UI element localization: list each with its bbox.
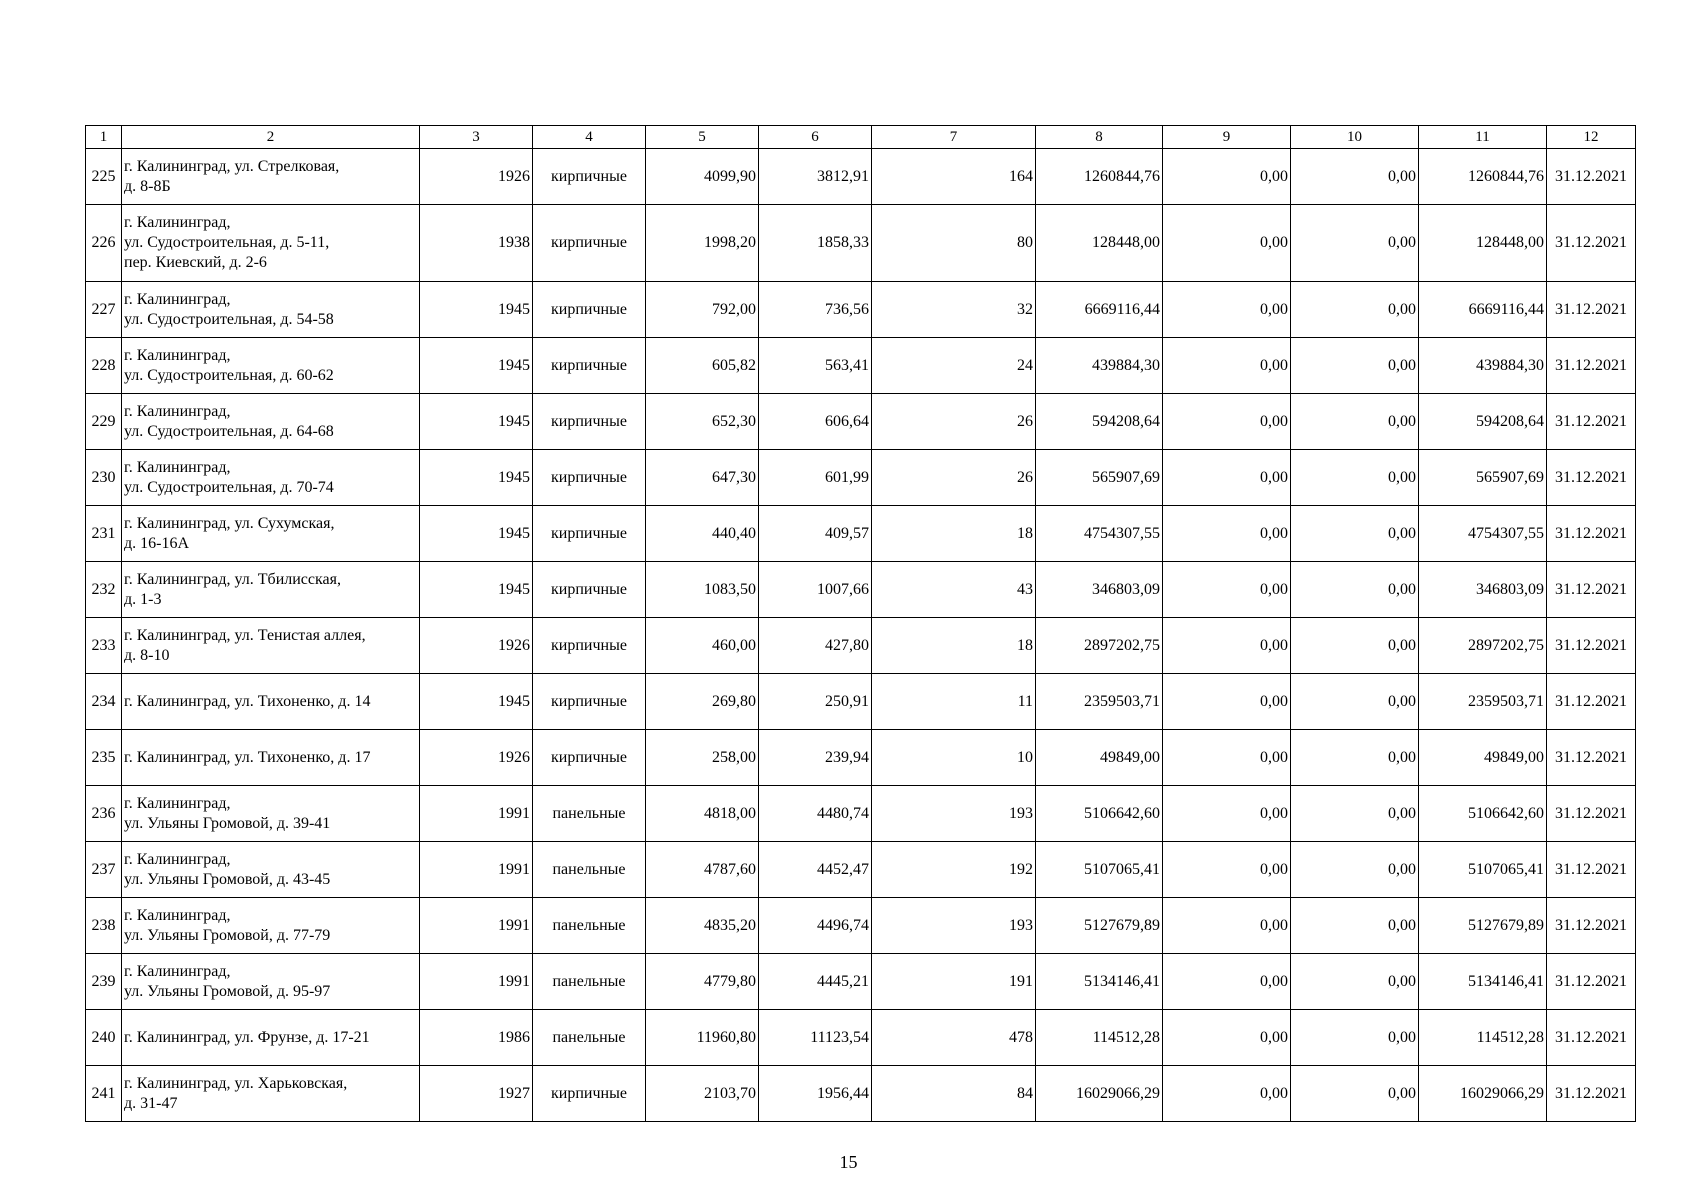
residents-count-cell: 24 [872, 338, 1036, 394]
total-cost-cell: 2897202,75 [1036, 618, 1163, 674]
funding-col10-cell: 0,00 [1291, 506, 1419, 562]
funding-col10-cell: 0,00 [1291, 1010, 1419, 1066]
total-cost-cell: 346803,09 [1036, 562, 1163, 618]
address-line: г. Калининград, ул. Харьковская, [124, 1074, 348, 1092]
total-area-cell: 4835,20 [646, 898, 759, 954]
total-cost-cell: 114512,28 [1036, 1010, 1163, 1066]
total-area-cell: 4818,00 [646, 786, 759, 842]
funding-col9-cell: 0,00 [1163, 562, 1291, 618]
funding-col9-cell: 0,00 [1163, 786, 1291, 842]
funding-col11-cell: 2359503,71 [1419, 674, 1547, 730]
table-row [86, 205, 1636, 282]
residents-count-cell: 192 [872, 842, 1036, 898]
table-row [86, 618, 1636, 674]
funding-col10-cell: 0,00 [1291, 786, 1419, 842]
total-area-cell: 4787,60 [646, 842, 759, 898]
address-line: ул. Ульяны Громовой, д. 77-79 [124, 926, 331, 944]
completion-date-cell: 31.12.2021 [1547, 282, 1636, 338]
address-cell [122, 205, 420, 282]
total-cost-cell: 2359503,71 [1036, 674, 1163, 730]
address-cell [122, 674, 420, 730]
residential-area-cell: 563,41 [759, 338, 872, 394]
total-area-cell: 258,00 [646, 730, 759, 786]
address-line: г. Калининград, [124, 962, 231, 980]
column-number-header: 4 [533, 126, 646, 149]
column-number-header: 8 [1036, 126, 1163, 149]
residents-count-cell: 11 [872, 674, 1036, 730]
row-number-cell: 235 [86, 730, 122, 786]
completion-date-cell: 31.12.2021 [1547, 954, 1636, 1010]
table-row [86, 730, 1636, 786]
address-line: д. 8-8Б [124, 177, 171, 195]
row-number-cell: 226 [86, 205, 122, 282]
year-built-cell: 1986 [420, 1010, 533, 1066]
address-line: г. Калининград, [124, 906, 231, 924]
residents-count-cell: 18 [872, 618, 1036, 674]
row-number-cell: 229 [86, 394, 122, 450]
funding-col10-cell: 0,00 [1291, 338, 1419, 394]
column-number-header: 9 [1163, 126, 1291, 149]
residential-area-cell: 1956,44 [759, 1066, 872, 1122]
column-number-header: 11 [1419, 126, 1547, 149]
residents-count-cell: 191 [872, 954, 1036, 1010]
completion-date-cell: 31.12.2021 [1547, 674, 1636, 730]
funding-col11-cell: 346803,09 [1419, 562, 1547, 618]
residents-count-cell: 10 [872, 730, 1036, 786]
residents-count-cell: 32 [872, 282, 1036, 338]
completion-date-cell: 31.12.2021 [1547, 562, 1636, 618]
year-built-cell: 1945 [420, 338, 533, 394]
total-cost-cell: 5107065,41 [1036, 842, 1163, 898]
funding-col11-cell: 128448,00 [1419, 205, 1547, 282]
funding-col9-cell: 0,00 [1163, 730, 1291, 786]
address-line: г. Калининград, ул. Тихоненко, д. 17 [124, 748, 371, 766]
residents-count-cell: 193 [872, 898, 1036, 954]
funding-col10-cell: 0,00 [1291, 674, 1419, 730]
address-cell [122, 1010, 420, 1066]
wall-material-cell: панельные [533, 954, 646, 1010]
funding-col10-cell: 0,00 [1291, 282, 1419, 338]
funding-col10-cell: 0,00 [1291, 394, 1419, 450]
total-area-cell: 2103,70 [646, 1066, 759, 1122]
funding-col11-cell: 1260844,76 [1419, 149, 1547, 205]
table-row [86, 954, 1636, 1010]
row-number-cell: 238 [86, 898, 122, 954]
row-number-cell: 225 [86, 149, 122, 205]
total-cost-cell: 6669116,44 [1036, 282, 1163, 338]
funding-col9-cell: 0,00 [1163, 618, 1291, 674]
row-number-cell: 240 [86, 1010, 122, 1066]
residents-count-cell: 80 [872, 205, 1036, 282]
address-line: г. Калининград, ул. Тенистая аллея, [124, 626, 366, 644]
completion-date-cell: 31.12.2021 [1547, 898, 1636, 954]
address-line: г. Калининград, [124, 794, 231, 812]
total-area-cell: 652,30 [646, 394, 759, 450]
funding-col11-cell: 5127679,89 [1419, 898, 1547, 954]
housing-register-table [85, 125, 1636, 1122]
address-line: ул. Ульяны Громовой, д. 95-97 [124, 982, 331, 1000]
funding-col11-cell: 5106642,60 [1419, 786, 1547, 842]
residents-count-cell: 478 [872, 1010, 1036, 1066]
address-line: г. Калининград, [124, 214, 231, 231]
funding-col9-cell: 0,00 [1163, 149, 1291, 205]
table-row [86, 786, 1636, 842]
funding-col11-cell: 16029066,29 [1419, 1066, 1547, 1122]
residents-count-cell: 43 [872, 562, 1036, 618]
wall-material-cell: кирпичные [533, 338, 646, 394]
funding-col9-cell: 0,00 [1163, 205, 1291, 282]
address-line: г. Калининград, [124, 458, 231, 476]
address-cell [122, 786, 420, 842]
address-cell [122, 506, 420, 562]
wall-material-cell: панельные [533, 842, 646, 898]
total-cost-cell: 128448,00 [1036, 205, 1163, 282]
address-line: ул. Судостроительная, д. 64-68 [124, 422, 334, 440]
address-line: г. Калининград, ул. Тихоненко, д. 14 [124, 692, 371, 710]
residential-area-cell: 4496,74 [759, 898, 872, 954]
table-row [86, 898, 1636, 954]
wall-material-cell: кирпичные [533, 618, 646, 674]
funding-col11-cell: 594208,64 [1419, 394, 1547, 450]
table-body [86, 149, 1636, 1122]
funding-col9-cell: 0,00 [1163, 338, 1291, 394]
total-cost-cell: 565907,69 [1036, 450, 1163, 506]
year-built-cell: 1991 [420, 898, 533, 954]
year-built-cell: 1927 [420, 1066, 533, 1122]
funding-col9-cell: 0,00 [1163, 1010, 1291, 1066]
address-line: ул. Ульяны Громовой, д. 43-45 [124, 870, 331, 888]
funding-col10-cell: 0,00 [1291, 149, 1419, 205]
funding-col9-cell: 0,00 [1163, 1066, 1291, 1122]
row-number-cell: 227 [86, 282, 122, 338]
year-built-cell: 1945 [420, 282, 533, 338]
funding-col10-cell: 0,00 [1291, 842, 1419, 898]
funding-col10-cell: 0,00 [1291, 1066, 1419, 1122]
address-cell [122, 450, 420, 506]
completion-date-cell: 31.12.2021 [1547, 1066, 1636, 1122]
table-row [86, 1066, 1636, 1122]
year-built-cell: 1926 [420, 730, 533, 786]
residential-area-cell: 736,56 [759, 282, 872, 338]
address-cell [122, 842, 420, 898]
wall-material-cell: кирпичные [533, 1066, 646, 1122]
completion-date-cell: 31.12.2021 [1547, 618, 1636, 674]
residents-count-cell: 26 [872, 394, 1036, 450]
table-row [86, 149, 1636, 205]
total-cost-cell: 5127679,89 [1036, 898, 1163, 954]
funding-col9-cell: 0,00 [1163, 450, 1291, 506]
completion-date-cell: 31.12.2021 [1547, 149, 1636, 205]
funding-col11-cell: 2897202,75 [1419, 618, 1547, 674]
column-number-header: 1 [86, 126, 122, 149]
address-cell [122, 954, 420, 1010]
address-line: д. 8-10 [124, 646, 170, 664]
residential-area-cell: 4452,47 [759, 842, 872, 898]
table-row [86, 1010, 1636, 1066]
total-cost-cell: 594208,64 [1036, 394, 1163, 450]
year-built-cell: 1945 [420, 394, 533, 450]
wall-material-cell: кирпичные [533, 562, 646, 618]
address-line: г. Калининград, [124, 346, 231, 364]
table-row [86, 282, 1636, 338]
funding-col11-cell: 565907,69 [1419, 450, 1547, 506]
residential-area-cell: 601,99 [759, 450, 872, 506]
completion-date-cell: 31.12.2021 [1547, 506, 1636, 562]
row-number-cell: 228 [86, 338, 122, 394]
table-row [86, 338, 1636, 394]
column-number-header: 10 [1291, 126, 1419, 149]
residential-area-cell: 409,57 [759, 506, 872, 562]
column-number-header: 3 [420, 126, 533, 149]
funding-col9-cell: 0,00 [1163, 506, 1291, 562]
completion-date-cell: 31.12.2021 [1547, 205, 1636, 282]
funding-col10-cell: 0,00 [1291, 562, 1419, 618]
address-line: д. 1-3 [124, 590, 162, 608]
total-cost-cell: 4754307,55 [1036, 506, 1163, 562]
wall-material-cell: кирпичные [533, 394, 646, 450]
funding-col11-cell: 49849,00 [1419, 730, 1547, 786]
residential-area-cell: 4445,21 [759, 954, 872, 1010]
residential-area-cell: 11123,54 [759, 1010, 872, 1066]
address-cell [122, 562, 420, 618]
year-built-cell: 1991 [420, 786, 533, 842]
row-number-cell: 230 [86, 450, 122, 506]
total-area-cell: 1998,20 [646, 205, 759, 282]
row-number-cell: 239 [86, 954, 122, 1010]
address-line: ул. Ульяны Громовой, д. 39-41 [124, 814, 331, 832]
funding-col9-cell: 0,00 [1163, 898, 1291, 954]
total-cost-cell: 1260844,76 [1036, 149, 1163, 205]
table-row [86, 674, 1636, 730]
funding-col9-cell: 0,00 [1163, 674, 1291, 730]
row-number-cell: 231 [86, 506, 122, 562]
residential-area-cell: 4480,74 [759, 786, 872, 842]
total-cost-cell: 49849,00 [1036, 730, 1163, 786]
address-cell [122, 338, 420, 394]
wall-material-cell: панельные [533, 898, 646, 954]
funding-col9-cell: 0,00 [1163, 842, 1291, 898]
total-area-cell: 269,80 [646, 674, 759, 730]
funding-col11-cell: 114512,28 [1419, 1010, 1547, 1066]
wall-material-cell: кирпичные [533, 730, 646, 786]
year-built-cell: 1945 [420, 562, 533, 618]
total-area-cell: 792,00 [646, 282, 759, 338]
residents-count-cell: 26 [872, 450, 1036, 506]
total-area-cell: 4779,80 [646, 954, 759, 1010]
funding-col10-cell: 0,00 [1291, 898, 1419, 954]
address-line: г. Калининград, ул. Тбилисская, [124, 570, 341, 588]
funding-col10-cell: 0,00 [1291, 618, 1419, 674]
total-cost-cell: 16029066,29 [1036, 1066, 1163, 1122]
row-number-cell: 232 [86, 562, 122, 618]
funding-col9-cell: 0,00 [1163, 394, 1291, 450]
address-line: ул. Судостроительная, д. 54-58 [124, 310, 334, 328]
table-row [86, 842, 1636, 898]
wall-material-cell: панельные [533, 1010, 646, 1066]
year-built-cell: 1938 [420, 205, 533, 282]
funding-col11-cell: 4754307,55 [1419, 506, 1547, 562]
table-row [86, 394, 1636, 450]
wall-material-cell: панельные [533, 786, 646, 842]
year-built-cell: 1991 [420, 842, 533, 898]
total-area-cell: 460,00 [646, 618, 759, 674]
address-cell [122, 898, 420, 954]
residential-area-cell: 239,94 [759, 730, 872, 786]
address-line: ул. Судостроительная, д. 70-74 [124, 478, 334, 496]
row-number-cell: 241 [86, 1066, 122, 1122]
page-number: 15 [839, 1152, 858, 1172]
wall-material-cell: кирпичные [533, 149, 646, 205]
total-cost-cell: 439884,30 [1036, 338, 1163, 394]
funding-col11-cell: 6669116,44 [1419, 282, 1547, 338]
residential-area-cell: 427,80 [759, 618, 872, 674]
residential-area-cell: 606,64 [759, 394, 872, 450]
column-number-header-row [86, 126, 1636, 149]
wall-material-cell: кирпичные [533, 506, 646, 562]
residential-area-cell: 1007,66 [759, 562, 872, 618]
wall-material-cell: кирпичные [533, 205, 646, 282]
year-built-cell: 1945 [420, 506, 533, 562]
address-cell [122, 282, 420, 338]
funding-col11-cell: 439884,30 [1419, 338, 1547, 394]
address-cell [122, 394, 420, 450]
year-built-cell: 1945 [420, 450, 533, 506]
address-cell [122, 730, 420, 786]
total-area-cell: 1083,50 [646, 562, 759, 618]
funding-col10-cell: 0,00 [1291, 954, 1419, 1010]
address-line: г. Калининград, ул. Сухумская, [124, 514, 335, 532]
column-number-header: 7 [872, 126, 1036, 149]
column-number-header: 5 [646, 126, 759, 149]
residential-area-cell: 1858,33 [759, 205, 872, 282]
completion-date-cell: 31.12.2021 [1547, 450, 1636, 506]
total-area-cell: 4099,90 [646, 149, 759, 205]
year-built-cell: 1991 [420, 954, 533, 1010]
completion-date-cell: 31.12.2021 [1547, 786, 1636, 842]
address-cell [122, 618, 420, 674]
table-row [86, 450, 1636, 506]
residents-count-cell: 18 [872, 506, 1036, 562]
total-area-cell: 440,40 [646, 506, 759, 562]
address-line: ул. Судостроительная, д. 5-11, [124, 234, 330, 251]
funding-col11-cell: 5134146,41 [1419, 954, 1547, 1010]
address-line: г. Калининград, [124, 290, 231, 308]
funding-col11-cell: 5107065,41 [1419, 842, 1547, 898]
total-cost-cell: 5134146,41 [1036, 954, 1163, 1010]
address-cell [122, 1066, 420, 1122]
completion-date-cell: 31.12.2021 [1547, 338, 1636, 394]
year-built-cell: 1926 [420, 618, 533, 674]
column-number-header: 6 [759, 126, 872, 149]
column-number-header: 2 [122, 126, 420, 149]
address-line: г. Калининград, [124, 850, 231, 868]
year-built-cell: 1945 [420, 674, 533, 730]
residents-count-cell: 193 [872, 786, 1036, 842]
address-line: г. Калининград, ул. Стрелковая, [124, 157, 340, 175]
total-cost-cell: 5106642,60 [1036, 786, 1163, 842]
address-line: г. Калининград, ул. Фрунзе, д. 17-21 [124, 1028, 370, 1046]
table-row [86, 562, 1636, 618]
address-line: д. 16-16А [124, 534, 190, 552]
total-area-cell: 647,30 [646, 450, 759, 506]
row-number-cell: 233 [86, 618, 122, 674]
wall-material-cell: кирпичные [533, 282, 646, 338]
wall-material-cell: кирпичные [533, 450, 646, 506]
wall-material-cell: кирпичные [533, 674, 646, 730]
row-number-cell: 234 [86, 674, 122, 730]
year-built-cell: 1926 [420, 149, 533, 205]
funding-col9-cell: 0,00 [1163, 282, 1291, 338]
table-row [86, 506, 1636, 562]
address-line: ул. Судостроительная, д. 60-62 [124, 366, 334, 384]
funding-col10-cell: 0,00 [1291, 450, 1419, 506]
funding-col10-cell: 0,00 [1291, 205, 1419, 282]
residential-area-cell: 3812,91 [759, 149, 872, 205]
residents-count-cell: 164 [872, 149, 1036, 205]
completion-date-cell: 31.12.2021 [1547, 394, 1636, 450]
row-number-cell: 237 [86, 842, 122, 898]
completion-date-cell: 31.12.2021 [1547, 730, 1636, 786]
address-cell [122, 149, 420, 205]
total-area-cell: 605,82 [646, 338, 759, 394]
funding-col10-cell: 0,00 [1291, 730, 1419, 786]
column-number-header: 12 [1547, 126, 1636, 149]
completion-date-cell: 31.12.2021 [1547, 842, 1636, 898]
residential-area-cell: 250,91 [759, 674, 872, 730]
residents-count-cell: 84 [872, 1066, 1036, 1122]
completion-date-cell: 31.12.2021 [1547, 1010, 1636, 1066]
row-number-cell: 236 [86, 786, 122, 842]
address-line: д. 31-47 [124, 1094, 178, 1112]
total-area-cell: 11960,80 [646, 1010, 759, 1066]
address-line: г. Калининград, [124, 402, 231, 420]
funding-col9-cell: 0,00 [1163, 954, 1291, 1010]
address-line: пер. Киевский, д. 2-6 [124, 254, 267, 271]
